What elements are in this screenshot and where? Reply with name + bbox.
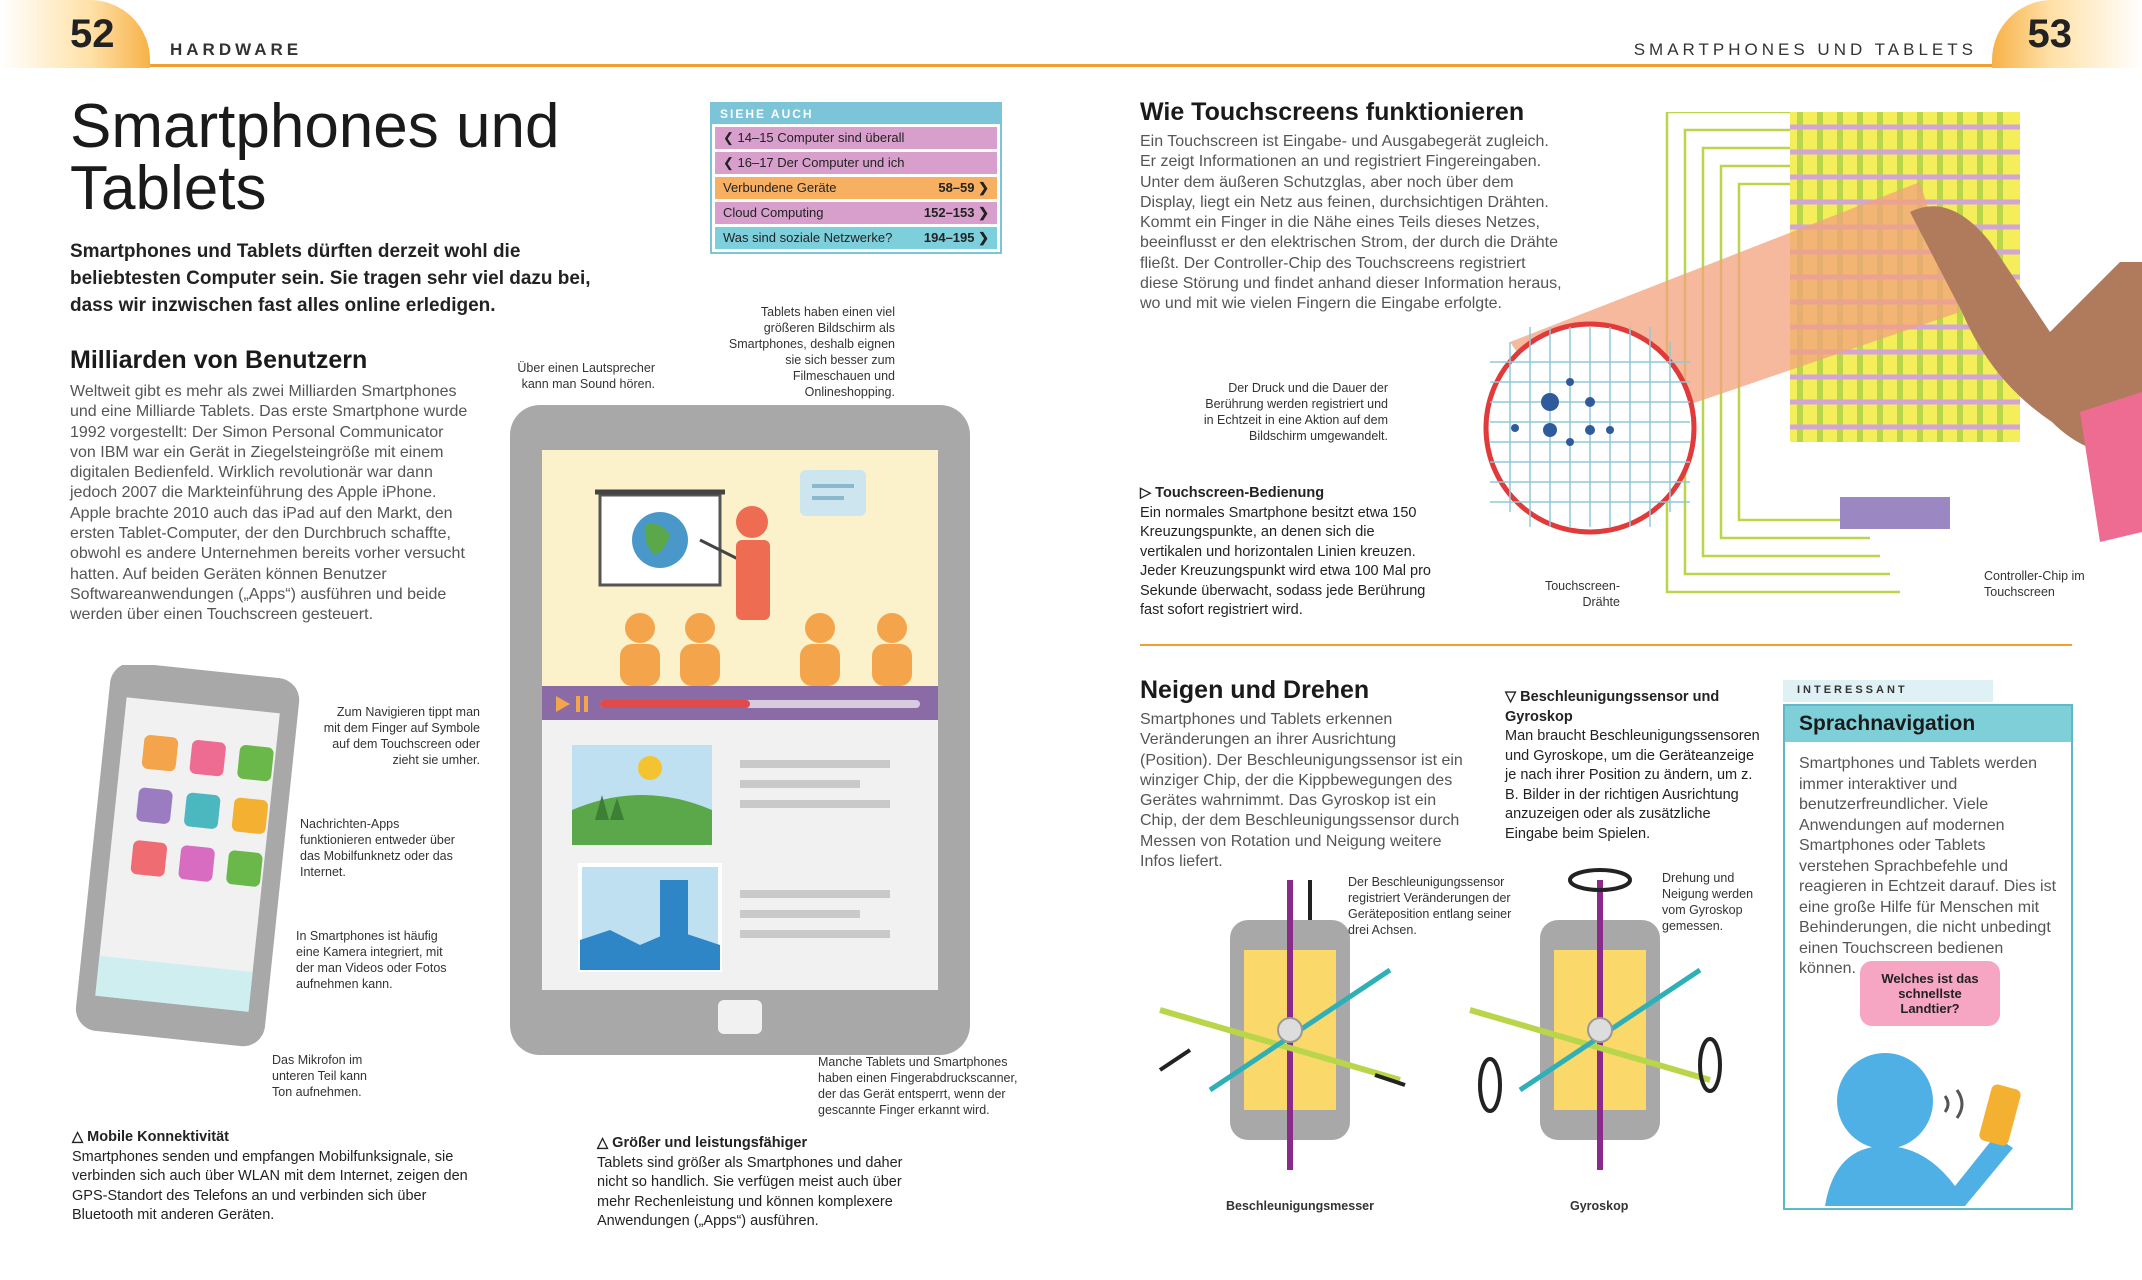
pressure-caption: Der Druck und die Dauer der Berührung werden registriert und in Echtzeit in eine Aktion auf dem Bildschirm umgewandelt. bbox=[1203, 381, 1388, 443]
right-page-number: 53 bbox=[1992, 0, 2142, 68]
wires-caption: Touchscreen-Drähte bbox=[1544, 579, 1620, 609]
gyro-caption: Drehung und Neigung werden vom Gyroskop gemessen. bbox=[1662, 871, 1754, 933]
left-section-label: HARDWARE bbox=[170, 40, 303, 59]
sensor-text: Man braucht Beschleunigungssensoren und Gyroskope, um die Geräteanzeige je nach ihrer Position zu ändern, um z. B. Bilder in der richtigen Ausrichtung anzuzeigen oder als zusätzliche Eingabe beim Spielen. bbox=[1505, 728, 1760, 842]
accel-label: Beschleunigungsmesser bbox=[1226, 1199, 1374, 1213]
tilt-heading: Neigen und Drehen bbox=[1140, 676, 1370, 704]
bigger-heading: △ Größer und leistungsfähiger bbox=[597, 1135, 808, 1151]
right-section-label: SMARTPHONES UND TABLETS bbox=[1633, 40, 1977, 59]
gyro-label: Gyroskop bbox=[1570, 1199, 1629, 1213]
operation-heading: ▷ Touchscreen-Bedienung bbox=[1140, 485, 1325, 501]
see-also-link[interactable]: Cloud Computing 152–153 ❯ bbox=[715, 202, 997, 224]
touch-heading: Wie Touchscreens funktionieren bbox=[1140, 98, 1525, 126]
header-line-left bbox=[150, 64, 1071, 67]
see-also-link[interactable]: Verbundene Geräte 58–59 ❯ bbox=[715, 177, 997, 199]
see-also-link[interactable]: ❮ 16–17 Der Computer und ich bbox=[715, 152, 997, 174]
chip-caption: Controller-Chip im Touchscreen bbox=[1984, 569, 2085, 599]
touch-text: Ein Touchscreen ist Eingabe- und Ausgabegerät zugleich. Er zeigt Informationen an und registriert Fingereingaben. Unter dem äußeren Schutzglas, aber noch über dem Display, liegt ein Netz aus feinen, durchsichtigen Drähten. Kommt ein Finger in die Nähe eines Teils dieses Netzes, beeinflusst er den elektrischen Strom, der durch die Drähte fließt. Der Controller-Chip des Touchscreens registriert diese Störung und findet anhand dieser Information heraus, wo und mit wie vielen Fingern die Eingabe erfolgte. bbox=[1140, 133, 1562, 313]
bigger-text: Tablets sind größer als Smartphones und daher nicht so handlich. Sie verfügen meist auch über mehr Rechenleistung und können komplexere Anwendungen („Apps“) ausführen. bbox=[597, 1154, 903, 1229]
microphone-caption: Das Mikrofon im unteren Teil kann Ton aufnehmen. bbox=[272, 1053, 367, 1099]
interesting-text: Smartphones und Tablets werden immer interaktiver und benutzerfreundlicher. Viele Anwendungen auf modernen Smartphones oder Tablets verstehen Sprachbefehle und reagieren in Echtzeit darauf. Dies ist eine große Hilfe für Menschen mit Behinderungen, die nicht unbedingt einen Touchscreen bedienen können. bbox=[1799, 755, 2057, 977]
mobile-heading: △ Mobile Konnektivität bbox=[72, 1129, 229, 1145]
sensor-section bbox=[1505, 688, 1765, 844]
see-also-link[interactable]: Was sind soziale Netzwerke? 194–195 ❯ bbox=[715, 227, 997, 249]
see-also-heading: SIEHE AUCH bbox=[712, 104, 1000, 124]
operation-section bbox=[1140, 484, 1440, 621]
bigger-section bbox=[597, 1134, 927, 1232]
left-page-number: 52 bbox=[0, 0, 150, 68]
sensor-heading: ▽ Beschleunigungssensor und Gyroskop bbox=[1505, 689, 1720, 725]
mobile-text: Smartphones senden und empfangen Mobilfunksignale, sie verbinden sich auch über WLAN mit dem Internet, zeigen den GPS-Standort des Telefons an und verbinden sich über Bluetooth mit anderen Geräten. bbox=[72, 1148, 468, 1223]
operation-text: Ein normales Smartphone besitzt etwa 150 Kreuzungspunkte, an denen sich die vertikalen und horizontalen Linien kreuzen. Jeder Kreuzungspunkt wird etwa 100 Mal pro Sekunde überwacht, sodass jede Berührung fast sofort registriert wird. bbox=[1140, 504, 1431, 618]
page-title bbox=[70, 92, 670, 223]
tilt-text: Smartphones und Tablets erkennen Veränderungen an ihrer Ausrichtung (Position). Der Beschleunigungssensor ist ein winziger Chip, der die Kippbewegungen des Gerätes wahrnimmt. Das Gyroskop ist ein Chip, der dem Beschleunigungssensor durch Messen von Rotation und Neigung weitere Infos liefert. bbox=[1140, 711, 1463, 871]
header-line-right bbox=[1071, 64, 1992, 67]
intro-text: Smartphones und Tablets dürften derzeit wohl die beliebtesten Computer sein. Sie tragen sehr viel dazu bei, dass wir inzwischen fast alles online erledigen. bbox=[70, 241, 591, 316]
touchscreen-illustration bbox=[1400, 112, 2142, 612]
messages-caption: Nachrichten-Apps funktionieren entweder über das Mobilfunknetz oder das Internet. bbox=[300, 817, 455, 879]
mobile-section bbox=[72, 1128, 482, 1226]
see-also-box bbox=[710, 102, 1002, 254]
users-heading: Milliarden von Benutzern bbox=[70, 346, 368, 374]
tablet-screen-caption: Tablets haben einen viel größeren Bildschirm als Smartphones, deshalb eignen sie sich besser zum Filmeschauen und Onlineshopping. bbox=[728, 305, 895, 399]
see-also-link[interactable]: ❮ 14–15 Computer sind überall bbox=[715, 127, 997, 149]
title-line2: Tablets bbox=[70, 154, 267, 223]
interesting-tag: INTERESSANT bbox=[1783, 680, 1993, 702]
speech-bubble: Welches ist das schnellste Landtier? bbox=[1860, 961, 2000, 1026]
section-divider bbox=[1140, 644, 2072, 646]
interesting-heading: Sprachnavigation bbox=[1785, 706, 2071, 742]
accel-caption: Der Beschleunigungssensor registriert Veränderungen der Geräteposition entlang seiner drei Achsen. bbox=[1348, 875, 1512, 937]
title-line1: Smartphones und bbox=[70, 92, 560, 161]
navigate-caption: Zum Navigieren tippt man mit dem Finger auf Symbole auf dem Touchscreen oder zieht sie umher. bbox=[323, 705, 480, 767]
smartphone-illustration bbox=[72, 665, 312, 1055]
users-text: Weltweit gibt es mehr als zwei Milliarden Smartphones und eine Milliarde Tablets. Das erste Smartphone wurde 1992 vorgestellt: Der Simon Personal Communicator von IBM war ein Gerät in Ziegelsteingröße mit einem digitalen Bedienfeld. Wirklich revolutionär war dann jedoch 2007 die Markteinführung des Apple iPhone. Apple brachte 2010 auch das iPad auf den Markt, den ersten Tablet-Computer, der den Durchbruch schaffte, obwohl es andere Unternehmen bereits vorher versucht hatten. Auf beiden Geräten können Benutzer Softwareanwendungen („Apps“) ausführen und beide werden über einen Touchscreen gesteuert. bbox=[70, 383, 468, 624]
fingerprint-caption: Manche Tablets und Smartphones haben einen Fingerabdruckscanner, der das Gerät entsperrt, wenn der gescannte Finger erkannt wird. bbox=[818, 1055, 1018, 1117]
camera-caption: In Smartphones ist häufig eine Kamera integriert, mit der man Videos oder Fotos aufnehmen kann. bbox=[296, 929, 447, 991]
voice-user-illustration bbox=[1805, 1016, 2055, 1206]
speaker-caption: Über einen Lautsprecher kann man Sound hören. bbox=[517, 361, 655, 391]
interesting-box bbox=[1783, 704, 2073, 1210]
tablet-illustration bbox=[500, 400, 980, 1060]
